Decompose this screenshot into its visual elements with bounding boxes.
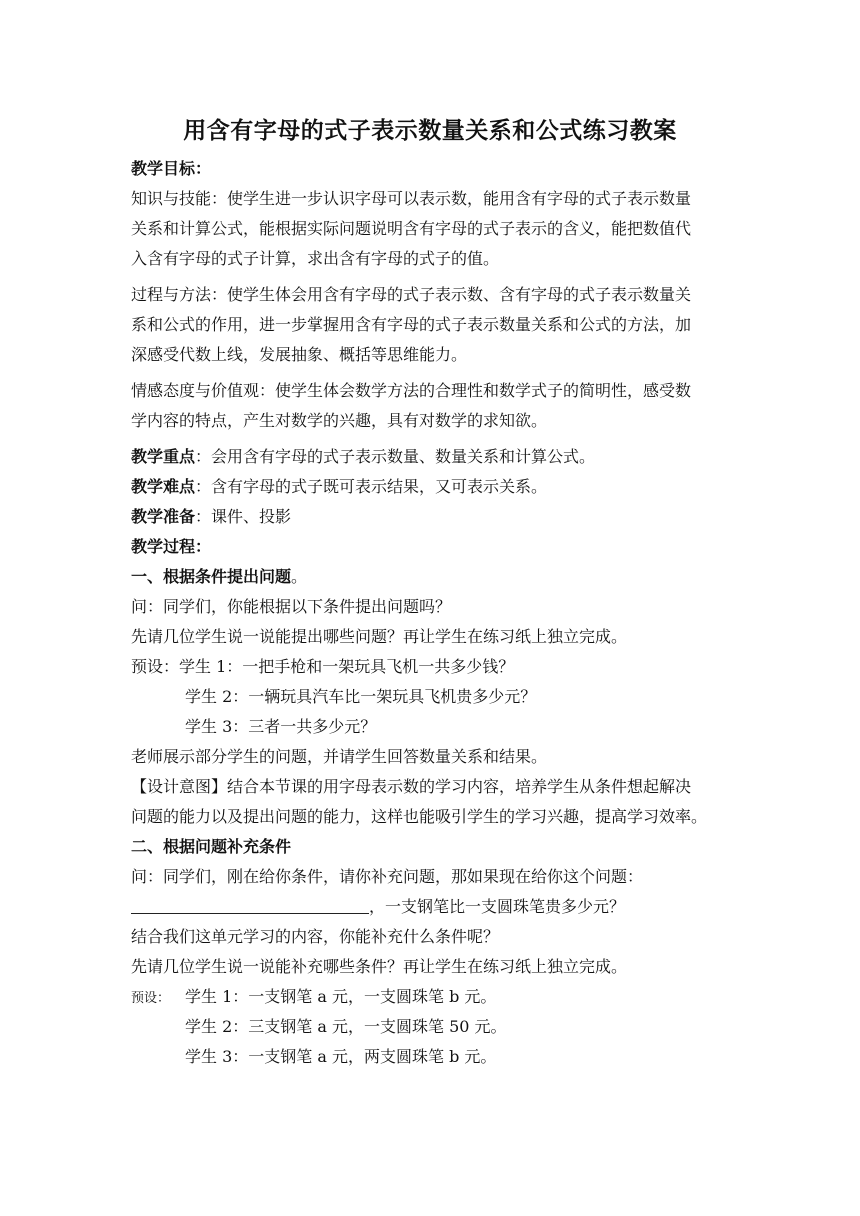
objective-process-line-1: 过程与方法：使学生体会用含有字母的式子表示数、含有字母的式子表示数量关 [131, 285, 692, 304]
objective-process-line-3: 深感受代数上线，发展抽象、概括等思维能力。 [131, 345, 468, 364]
section2-preset-label: 预设： [131, 991, 171, 1006]
section2-question: 问：同学们，刚在给你条件，请你补充问题，那如果现在给你这个问题： [131, 867, 644, 886]
objective-emotion-line-2: 学内容的特点，产生对数学的兴趣，具有对数学的求知欲。 [131, 411, 548, 430]
section2-preset-1 [131, 982, 735, 1012]
section2-blank-line [131, 892, 735, 922]
objective-knowledge-line-1: 知识与技能：使学生进一步认识字母可以表示数，能用含有字母的式子表示数量 [131, 189, 692, 208]
preparation-text: ：课件、投影 [195, 507, 292, 526]
answer-blank[interactable] [131, 895, 369, 914]
section1-design-line-2: 问题的能力以及提出问题的能力，这样也能吸引学生的学习兴趣，提高学习效率。 [131, 807, 708, 826]
preparation-label: 教学准备 [131, 507, 196, 526]
section2-heading: 二、根据问题补充条件 [131, 837, 292, 856]
section1-teacher: 老师展示部分学生的问题，并请学生回答数量关系和结果。 [131, 747, 548, 766]
key-point-text: ：会用含有字母的式子表示数量、数量关系和计算公式。 [195, 447, 596, 466]
section1-student-2: 学生 2：一辆玩具汽车比一架玩具飞机贵多少元？ [185, 687, 537, 706]
objective-emotion-line-1: 情感态度与价值观：使学生体会数学方法的合理性和数学式子的简明性，感受数 [131, 381, 692, 400]
objective-knowledge-line-3: 入含有字母的式子计算，求出含有字母的式子的值。 [131, 249, 500, 268]
section1-design-line-1: 【设计意图】结合本节课的用字母表示数的学习内容，培养学生从条件想起解决 [131, 777, 692, 796]
preparation [131, 502, 735, 532]
process-heading: 教学过程： [131, 537, 212, 556]
difficulty-text: ：含有字母的式子既可表示结果，又可表示关系。 [195, 477, 548, 496]
section2-instruction: 先请几位学生说一说能补充哪些条件？再让学生在练习纸上独立完成。 [131, 957, 628, 976]
section2-blank-tail: ，一支钢笔比一支圆珠笔贵多少元？ [369, 897, 626, 916]
section1-heading-text: 一、根据条件提出问题 [131, 567, 292, 586]
key-point [131, 442, 735, 472]
section1-heading-tail: 。 [291, 567, 308, 586]
difficulty-label: 教学难点 [131, 477, 196, 496]
section2-student-2: 学生 2：三支钢笔 a 元，一支圆珠笔 50 元。 [185, 1017, 507, 1036]
section1-preset-label: 预设： [131, 657, 180, 676]
objectives-heading: 教学目标： [131, 159, 212, 178]
section1-student-3: 学生 3：三者一共多少元？ [185, 717, 377, 736]
objective-knowledge-line-2: 关系和计算公式，能根据实际问题说明含有字母的式子表示的含义，能把数值代 [131, 219, 692, 238]
section1-preset-1 [131, 652, 735, 682]
section1-student-1: 学生 1：一把手枪和一架玩具飞机一共多少钱？ [179, 657, 515, 676]
section1-question: 问：同学们，你能根据以下条件提出问题吗？ [131, 597, 452, 616]
key-point-label: 教学重点 [131, 447, 196, 466]
document-body [131, 154, 735, 1072]
section2-student-1: 学生 1：一支钢笔 a 元，一支圆珠笔 b 元。 [185, 987, 497, 1006]
section1-heading [131, 562, 735, 592]
section2-combine: 结合我们这单元学习的内容，你能补充什么条件呢？ [131, 927, 500, 946]
document-title: 用含有字母的式子表示数量关系和公式练习教案 [183, 118, 677, 144]
difficulty [131, 472, 735, 502]
section1-instruction: 先请几位学生说一说能提出哪些问题？再让学生在练习纸上独立完成。 [131, 627, 628, 646]
section2-student-3: 学生 3：一支钢笔 a 元，两支圆珠笔 b 元。 [185, 1047, 497, 1066]
objective-process-line-2: 系和公式的作用，进一步掌握用含有字母的式子表示数量关系和公式的方法，加 [131, 315, 692, 334]
